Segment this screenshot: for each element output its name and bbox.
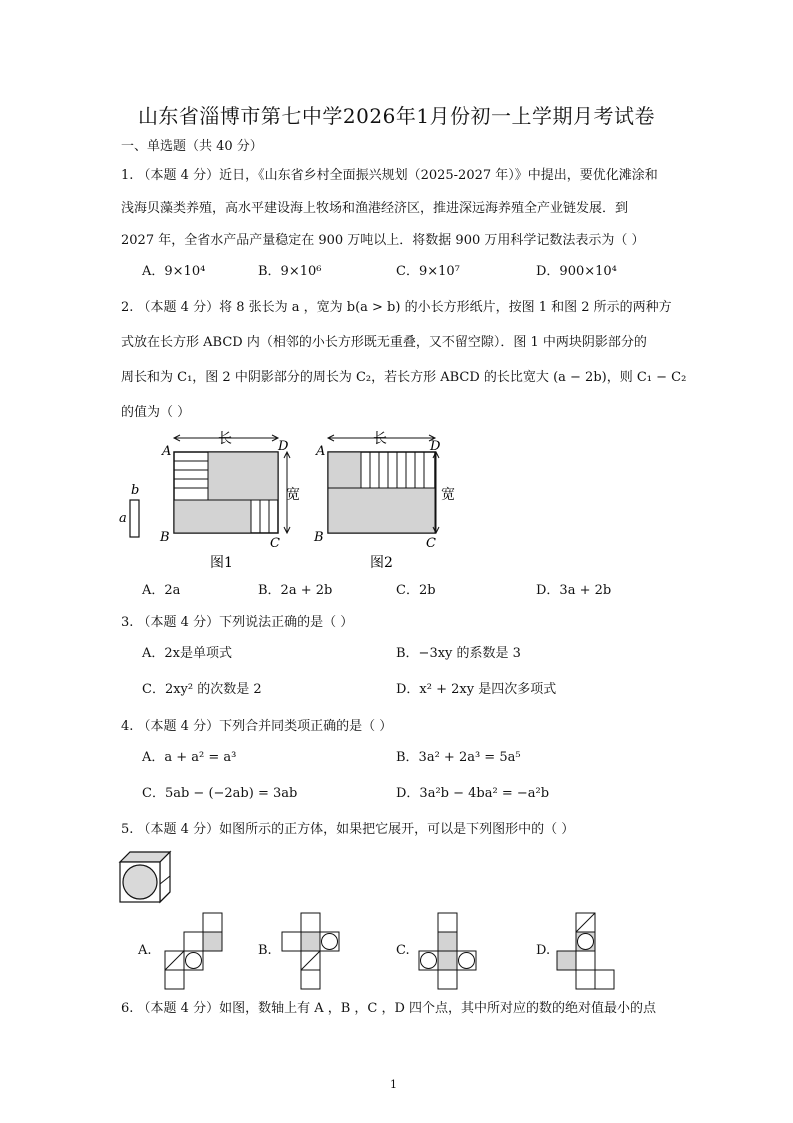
fig2-label-long: 长 — [373, 431, 387, 447]
q4-stem: 4. （本题 4 分）下列合并同类项正确的是（ ） — [121, 719, 393, 734]
fig2-label-wide: 宽 — [441, 487, 455, 503]
q2-option-c[interactable]: C．2b — [396, 583, 436, 598]
q3-option-c[interactable]: C．2xy² 的次数是 2 — [142, 682, 262, 697]
q5-option-c-label[interactable]: C. — [396, 943, 410, 958]
q5-net-b[interactable] — [281, 912, 341, 990]
fig1-point-c: C — [270, 536, 280, 551]
q5-option-a-label[interactable]: A. — [138, 943, 152, 958]
q2-line4: 的值为（ ） — [121, 405, 191, 420]
page-title: 山东省淄博市第七中学2026年1月份初一上学期月考试卷 — [137, 104, 656, 128]
fig2-point-a: A — [316, 444, 326, 459]
fig1-label-long: 长 — [218, 431, 232, 447]
fig2-point-b: B — [314, 530, 324, 545]
fig1-point-b: B — [160, 530, 170, 545]
q3-option-a[interactable]: A．2x是单项式 — [142, 646, 232, 661]
q1-line2: 浅海贝藻类养殖，高水平建设海上牧场和渔港经济区，推进深远海养殖全产业链发展．到 — [121, 201, 629, 216]
label-small-a: a — [119, 511, 127, 526]
fig1-point-d: D — [278, 439, 289, 454]
fig2-point-c: C — [426, 536, 436, 551]
fig1-label-wide: 宽 — [286, 487, 300, 503]
q1-option-a[interactable]: A．9×10⁴ — [142, 264, 206, 279]
q3-option-d[interactable]: D．x² + 2xy 是四次多项式 — [396, 682, 557, 697]
fig2-point-d: D — [430, 439, 441, 454]
q3-option-b[interactable]: B．−3xy 的系数是 3 — [396, 646, 521, 661]
fig1-caption: 图1 — [210, 555, 233, 571]
section-heading: 一、单选题（共 40 分） — [121, 139, 263, 154]
q5-cube — [118, 850, 178, 906]
small-rectangle — [119, 483, 139, 537]
q6-stem: 6. （本题 4 分）如图，数轴上有 A ，B ，C ，D 四个点，其中所对应的数的绝对值最小的点 — [121, 1001, 657, 1016]
q3-stem: 3. （本题 4 分）下列说法正确的是（ ） — [121, 615, 354, 630]
q5-net-c[interactable] — [418, 912, 478, 990]
q5-stem: 5. （本题 4 分）如图所示的正方体，如果把它展开，可以是下列图形中的（ ） — [121, 822, 575, 837]
fig2-caption: 图2 — [370, 555, 393, 571]
q1-option-b[interactable]: B．9×10⁶ — [258, 264, 322, 279]
q2-option-b[interactable]: B．2a + 2b — [258, 583, 333, 598]
q4-option-d[interactable]: D．3a²b − 4ba² = −a²b — [396, 786, 550, 801]
q5-option-d-label[interactable]: D. — [536, 943, 551, 958]
q2-line1: 2. （本题 4 分）将 8 张长为 a ，宽为 b(a > b) 的小长方形纸片，按图 1 和图 2 所示的两种方 — [121, 300, 672, 315]
q1-option-d[interactable]: D．900×10⁴ — [536, 264, 617, 279]
q2-option-d[interactable]: D．3a + 2b — [536, 583, 612, 598]
label-small-b: b — [131, 483, 140, 498]
q4-option-c[interactable]: C．5ab − (−2ab) = 3ab — [142, 786, 298, 801]
q1-line3: 2027 年，全省水产品产量稳定在 900 万吨以上．将数据 900 万用科学记数法表示为（ ） — [121, 233, 645, 248]
q5-net-d[interactable] — [556, 912, 616, 990]
q1-line1: 1. （本题 4 分）近日，《山东省乡村全面振兴规划（2025-2027 年）》中提出，要优化滩涂和 — [121, 168, 658, 183]
q1-option-c[interactable]: C．9×10⁷ — [396, 264, 460, 279]
figure-1 — [159, 431, 300, 571]
q4-option-a[interactable]: A．a + a² = a³ — [142, 750, 237, 765]
q2-option-a[interactable]: A．2a — [142, 583, 181, 598]
figure-2 — [313, 431, 455, 571]
q2-figures — [110, 425, 480, 585]
q5-option-b-label[interactable]: B. — [258, 943, 272, 958]
q2-line2: 式放在长方形 ABCD 内（相邻的小长方形既无重叠，又不留空隙）．图 1 中两块阴影部分的 — [121, 335, 647, 350]
fig1-point-a: A — [162, 444, 172, 459]
q4-option-b[interactable]: B．3a² + 2a³ = 5a⁵ — [396, 750, 521, 765]
q5-net-a[interactable] — [164, 912, 224, 990]
q2-line3: 周长和为 C₁，图 2 中阴影部分的周长为 C₂，若长方形 ABCD 的长比宽大 (a − 2b)，则 C₁ − C₂ — [121, 370, 687, 385]
page-number: 1 — [390, 1078, 397, 1091]
